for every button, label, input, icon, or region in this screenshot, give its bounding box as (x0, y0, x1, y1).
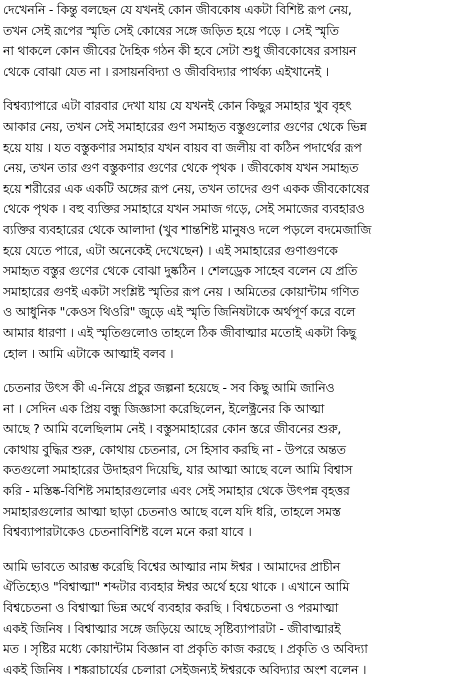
text-line: দেখেননি - কিন্তু বলছেন যে যখনই কোন জীবকোষ একটা বিশিষ্ট রূপ নেয়, (3, 2, 352, 17)
text-line: আকার নেয়, তখন সেই সমাহারের গুণ সমাহৃত বস্তুগুলোর গুণের থেকে ভিন্ন (3, 118, 367, 134)
text-line: হয়ে যায় । যত বস্তুকণার সমাহার যখন বায়ব বা জলীয় বা কঠিন পদার্থের রূপ (3, 139, 362, 155)
text-line: ঐতিহ্যেও "বিশ্বাত্মা" শব্দটার ব্যবহার ঈশ্বর অর্থে হয়ে থাকে । এখানে আমি (3, 579, 350, 595)
paragraph-4 (3, 557, 453, 680)
text-line: মত । সৃষ্টির মধ্যে কোয়ান্টাম বিজ্ঞান বা প্রকৃতি কাজ করছে । প্রকৃতি ও অবিদ্যা (3, 641, 368, 657)
text-line: থেকে বোঝা যেত না । রসায়নবিদ্যা ও জীববিদ্যার পার্থক্য এইখানেই । (3, 63, 329, 79)
text-line: সমাহৃত বস্তুর গুণের থেকে বোঝা দুষ্কঠিন । শেলড্রেক সাহেব বলেন যে প্রতি (3, 263, 358, 279)
text-line: হোল । আমি এটাকে আত্মাই বলব । (3, 345, 174, 361)
text-line: নেয়, তখন তার গুণ বস্তুকণার গুণের থেকে পৃথক । জীবকোষ যখন সমাহৃত (3, 160, 359, 176)
paragraph-gap (3, 364, 453, 378)
text-line: ও আধুনিক "কেওস থিওরি" জুড়ে এই স্মৃতি জিনিষটাকে অর্থপূর্ণ করে বলে (3, 304, 356, 320)
text-line: বিশ্বচেতনা ও বিশ্বাত্মা ভিন্ন অর্থে ব্যবহার করছি । বিশ্বচেতনা ও পরমাত্মা (3, 600, 339, 616)
text-line: আমি ভাবতে আরম্ভ করেছি বিশ্বের আত্মার নাম ঈশ্বর । আমাদের প্রাচীন (3, 558, 340, 574)
text-line: সমাহারগুলোর আত্মা ছাড়া চেতনাও আছে বলে যদি ধরি, তাহলে সমস্ত (3, 503, 341, 519)
text-line: তখন সেই রূপের স্মৃতি সেই কোষের সঙ্গে জড়িত হয়ে পড়ে । সেই স্মৃতি (3, 22, 339, 38)
text-line: না । সেদিন এক প্রিয় বন্ধু জিজ্ঞাসা করেছিলেন, ইলেক্ট্রনের কি আত্মা (3, 400, 325, 416)
text-line: না থাকলে কোন জীবের দৈহিক গঠন কী হবে সেটা শুধু জীবকোষের রসায়ন (3, 43, 357, 59)
paragraph-1 (3, 0, 453, 82)
text-line: একই জিনিষ । শঙ্করাচার্যের চেলারা সেইজন্যই ঈশ্বরকে অবিদ্যার অংশ বলেন । (3, 661, 367, 677)
text-line: চেতনার উৎস কী এ-নিয়ে প্রচুর জল্পনা হয়েছে - সব কিছু আমি জানিও (3, 380, 335, 396)
paragraph-gap (3, 82, 453, 96)
paragraph-gap (3, 543, 453, 557)
document-page (3, 0, 453, 680)
text-line: হয়ে যেতে পারে, এটা অনেকেই দেখেছেন) । এই সমাহারের গুণাগুণকে (3, 242, 338, 258)
text-line: আমার ধারণা । এই স্মৃতিগুলোও তাহলে ঠিক জীবাত্মার মতোই একটা কিছু (3, 324, 356, 340)
text-line: বিশ্বব্যাপারটাকেও চেতনাবিশিষ্ট বলে মনে করা যাবে । (3, 524, 252, 540)
text-line: হয়ে শরীরের এক একটি অঙ্গের রূপ নেয়, তখন তাদের গুণ একক জীবকোষের (3, 180, 370, 196)
text-line: বিশ্বব্যাপারে এটা বারবার দেখা যায় যে যখনই কোন কিছুর সমাহার খুব বৃহৎ (3, 98, 352, 114)
text-line: থেকে পৃথক । বহু ব্যক্তির সমাহারে যখন সমাজ গড়ে, সেই সমাজের ব্যবহারও (3, 201, 365, 217)
text-line: করি - মস্তিষ্ক-বিশিষ্ট সমাহারগুলোর এবং সেই সমাহার থেকে উৎপন্ন বৃহত্তর (3, 483, 350, 499)
text-line: সমাহারের গুণই একটা সংশ্লিষ্ট স্মৃতির রূপ নেয় । অমিতের কোয়ান্টাম গণিত (3, 283, 359, 299)
text-line: আছে ? আমি বলেছিলাম নেই । বস্তুসমাহারের কোন স্তরে জীবনের শুরু, (3, 421, 342, 437)
paragraph-3 (3, 378, 453, 543)
text-line: কোথায় বুদ্ধির শুরু, কোথায় চেতনার, সে হিসাব করছি না - উপরে অন্তত (3, 441, 346, 457)
paragraph-2 (3, 96, 453, 364)
text-line: একই জিনিষ । বিশ্বাত্মার সঙ্গে জড়িয়ে আছে সৃষ্টিব্যাপারটা - জীবাত্মারই (3, 620, 341, 636)
text-line: ব্যক্তির ব্যবহারের থেকে আলাদা (খুব শান্তশিষ্ট মানুষও দলে পড়লে বদমেজাজি (3, 221, 372, 237)
text-line: কতগুলো সমাহারের উদাহরণ দিয়েছি, যার আত্মা আছে বলে আমি বিশ্বাস (3, 462, 353, 478)
